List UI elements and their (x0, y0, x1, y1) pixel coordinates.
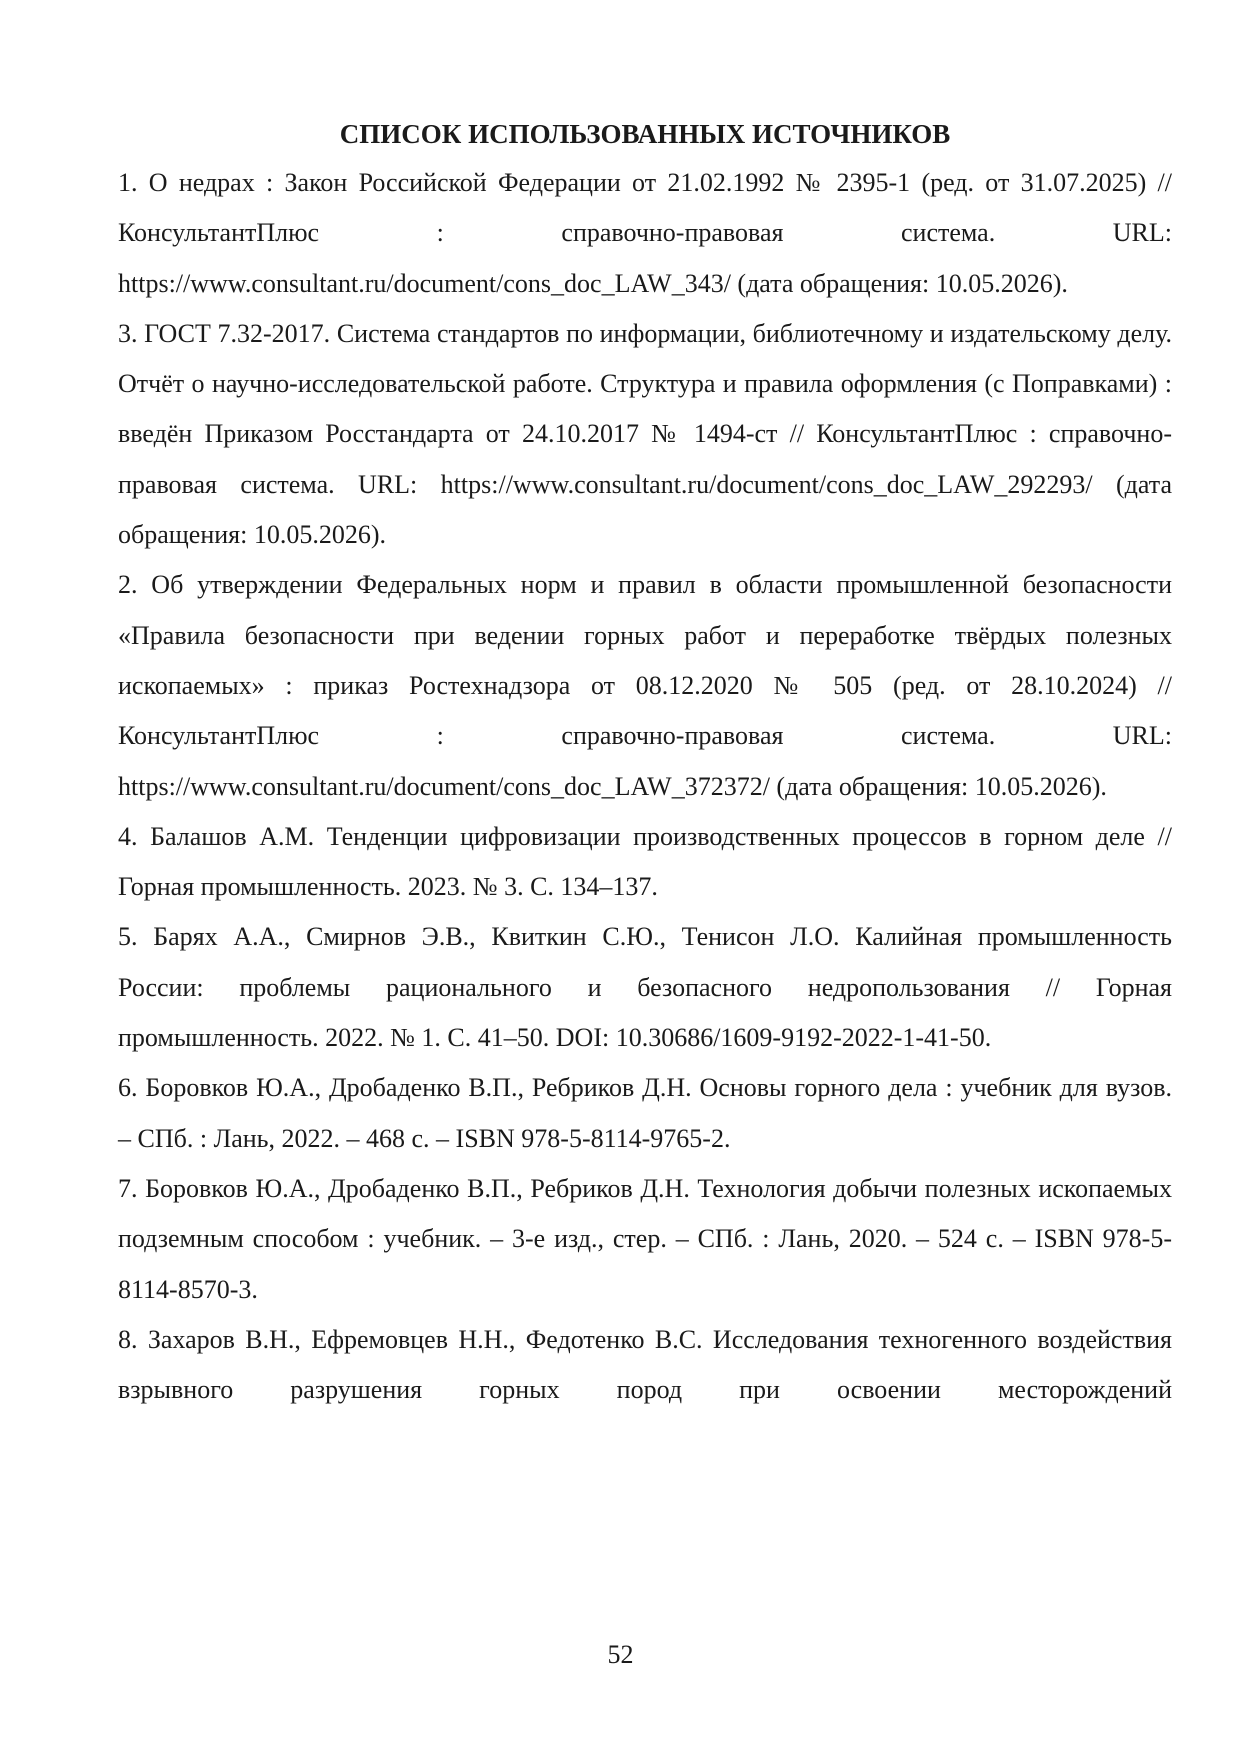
reference-item-4: 4. Балашов А.М. Тенденции цифровизации производственных процессов в горном деле // Горная промышленность. 2023. № 3. С. 134–137. (118, 821, 1172, 902)
reference-item-8: 8. Захаров В.Н., Ефремовцев Н.Н., Федотенко В.С. Исследования техногенного воздействия взрывного разрушения горных пород при освоении месторождений (118, 1324, 1172, 1405)
reference-item-2: 2. Об утверждении Федеральных норм и правил в области промышленной безопасности «Правила безопасности при ведении горных работ и переработке твёрдых полезных ископаемых» : приказ Ростехнадзора от 08.12.2020 № 505 (ред. от 28.10.2024) // КонсультантПлюс : справочно-правовая система. URL: https://www.consultant.ru/document/cons_doc_LAW_372372/ (дата обращения: 10.05.2026). (118, 570, 1172, 801)
reference-item-3: 3. ГОСТ 7.32-2017. Система стандартов по информации, библиотечному и издательскому делу. Отчёт о научно-исследовательской работе. Структура и правила оформления (с Поправками) : введён Приказом Росстандарта от 24.10.2017 № 1494-ст // КонсультантПлюс : справочно-правовая система. URL: https://www.consultant.ru/document/cons_doc_LAW_292293/ (дата обращения: 10.05.2026). (118, 318, 1172, 550)
reference-item-7: 7. Боровков Ю.А., Дробаденко В.П., Ребриков Д.Н. Технология добычи полезных ископаемых подземным способом : учебник. – 3-е изд., стер. – СПб. : Лань, 2020. – 524 с. – ISBN 978-5-8114-8570-3. (118, 1173, 1172, 1304)
reference-item-5: 5. Барях А.А., Смирнов Э.В., Квиткин С.Ю., Тенисон Л.О. Калийная промышленность России: проблемы рационального и безопасного недропользования // Горная промышленность. 2022. № 1. С. 41–50. DOI: 10.30686/1609-9192-2022-1-41-50. (118, 922, 1172, 1053)
page-number: 52 (607, 1640, 634, 1669)
reference-list (118, 158, 1172, 1415)
page-title: СПИСОК ИСПОЛЬЗОВАННЫХ ИСТОЧНИКОВ (339, 119, 951, 149)
reference-item-6: 6. Боровков Ю.А., Дробаденко В.П., Ребриков Д.Н. Основы горного дела : учебник для вузов. – СПб. : Лань, 2022. – 468 с. – ISBN 978-5-8114-9765-2. (118, 1073, 1172, 1153)
reference-item-1: 1. О недрах : Закон Российской Федерации от 21.02.1992 № 2395-1 (ред. от 31.07.2025) // КонсультантПлюс : справочно-правовая система. URL: https://www.consultant.ru/document/cons_doc_LAW_343/ (дата обращения: 10.05.2026). (118, 168, 1172, 298)
